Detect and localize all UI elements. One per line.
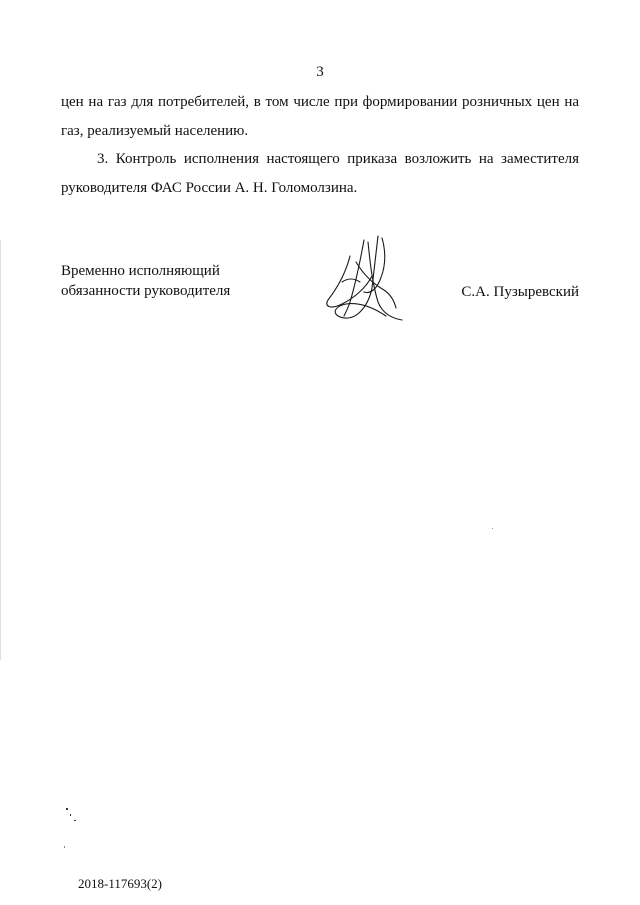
- handwritten-signature-icon: [320, 232, 410, 324]
- signatory-name: С.А. Пузыревский: [461, 284, 579, 300]
- paragraph-line: руководителя ФАС России А. Н. Голомолзина.: [61, 180, 358, 196]
- paragraph-line: цен на газ для потребителей, в том числе при формировании розничных цен на: [61, 94, 579, 110]
- scan-speck: [64, 846, 65, 848]
- scan-edge: [0, 240, 1, 660]
- scan-speck: [74, 820, 76, 821]
- scan-speck: [70, 814, 71, 816]
- paragraph-item-3: [61, 145, 579, 203]
- paragraph-gas-prices: [61, 88, 579, 146]
- paragraph-line: 3. Контроль исполнения настоящего приказа возложить на заместителя: [97, 151, 579, 167]
- position-line: обязанности руководителя: [61, 283, 231, 299]
- paragraph-line: газ, реализуемый населению.: [61, 123, 249, 139]
- page-number: 3: [316, 64, 324, 80]
- scan-speck: [66, 808, 68, 810]
- scan-speck: [492, 528, 493, 529]
- signatory-position: [61, 261, 230, 301]
- position-line: Временно исполняющий: [61, 263, 220, 279]
- document-number: 2018-117693(2): [78, 876, 163, 891]
